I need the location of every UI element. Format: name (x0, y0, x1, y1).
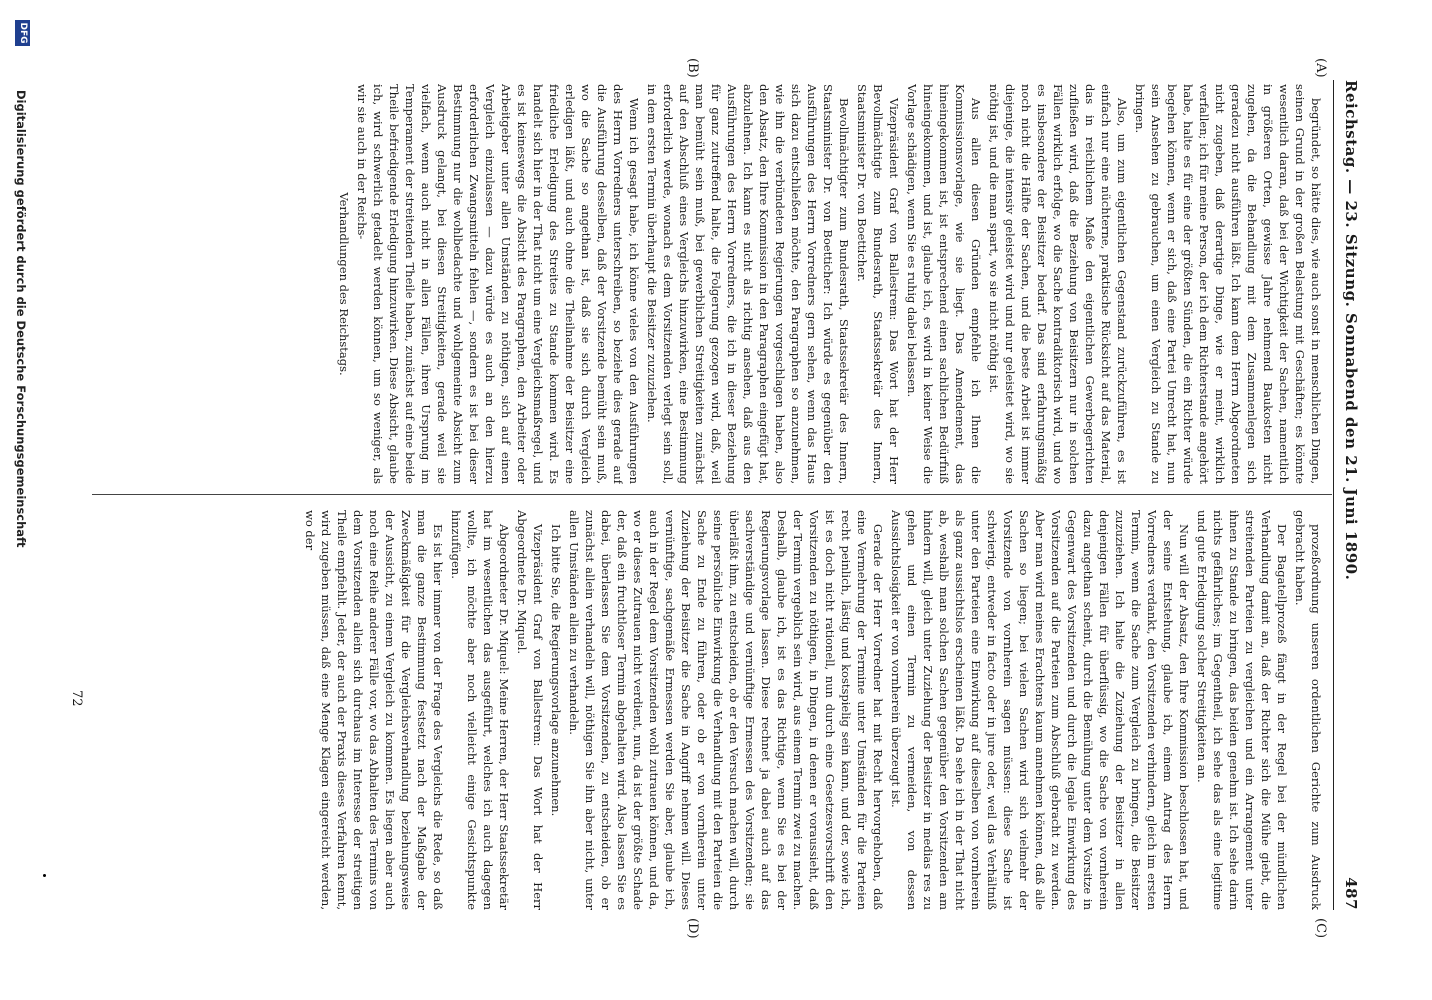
header-rule (1333, 80, 1334, 910)
paragraph: Ich bitte Sie, die Regierungsvorlage anzunehmen. (549, 524, 563, 817)
speaker-paragraph: Vizepräsident Graf von Ballestrem: Das Wort hat der Herr Bevollmächtigte zum Bundesrath, Staatssekretär des Innern, Staatsminister Dr. von Boetticher. (855, 84, 901, 484)
paragraph: Nun will der Absatz, den Ihre Kommission beschlossen hat, und der seine Entstehung, glaube ich, einem Antrag des Herrn Vorredners verdankt, den Vorsitzenden verhindern, gleich im ersten Termin, wenn die Sache zum Vergleich zu bringen, die Beisitzer zuzuziehen. Ich halte die Zuziehung der Beisitzer in allen denjenigen Fällen für überflüssig, wo die Sache von vornherein dazu angethan scheint, durch die Bemühung unter dem Vorsitze in Gegenwart des Vorsitzenden und durch die legale Einwirkung des Vorsitzenden auf die Parteien zum Abschluß gebracht zu werden. Aber man wird meines Erachtens kaum annehmen können, daß alle Sachen so liegen; bei vielen Sachen wird sich vielmehr der Vorsitzende von vornherein sagen müssen: diese Sache ist schwierig, entweder in facto oder in jure oder, weil das Verhältniß unter den Parteien eine Einwirkung auf dieselben von vornherein als ganz aussichtslos erscheinen läßt. Da sehe ich in der That nicht ab, weshalb man solchen Sachen gegenüber den Vorsitzenden am hindern will, gleich unter Zuziehung der Beisitzer in medias res zu gehen und einen Termin zu vermeiden, von dessen Aussichtslosigkeit er von vornherein überzeugt ist. (889, 510, 1191, 910)
dfg-logo: DFG (15, 20, 30, 46)
paragraph: Der Bagatellprozeß fängt in der Regel bei der mündlichen Verhandlung damit an, daß der Richter sich die Mühe giebt, die streitenden Parteien zu vergleichen und ein Arrangement unter ihnen zu Stande zu bringen, das beiden genehm ist. Ich sehe darin nichts gefährliches; im Gegentheil, ich sehe das als eine legitime und gute Erledigung solcher Streitigkeiten an. (1195, 510, 1289, 910)
page-header (1332, 80, 1360, 910)
right-column (84, 510, 1324, 910)
speaker-paragraph: Vizepräsident Graf von Ballestrem: Das Wort hat der Herr Abgeordnete Dr. Miquel. (515, 510, 545, 910)
margin-marker-c: (C) (1313, 918, 1328, 939)
margin-marker-d: (D) (685, 918, 700, 939)
paragraph: Aus allen diesen Gründen empfehle ich Ihnen die Kommissionsvorlage, wie sie liegt. Das Amendement, das hineingekommen ist, ist entsprechend einen sachlichen Bedürfniß hineingekommen, und ist, glaube ich, es wird in keiner Weise die Vorlage schädigen, wenn Sie es ruhig dabei belassen. (905, 84, 983, 484)
speaker-paragraph: Abgeordneter Dr. Miquel: Meine Herren, der Herr Staatssekretär hat im wesentlichen das ausgeführt, welches ich auch dagegen wollte, ich möchte aber noch vielleicht einige Gesichtspunkte hinzufügen. (449, 510, 511, 910)
speaker-paragraph: Bevollmächtigter zum Bundesrath, Staatssekretär des Innern, Staatsminister Dr. von Boetticher: Ich würde es gegenüber den Ausführungen des Herrn Vorredners gern sehen, wenn das Haus sich dazu entschließen möchte, den Paragraphen so anzunehmen, wie ihn die verbündeten Regierungen vorgeschlagen haben, also den Absatz, den Ihre Kommission in den Paragraphen eingefügt hat, abzulehnen. Ich kann es nicht als richtig ansehen, daß aus den Ausführungen des Herrn Vorredners, die ich in dieser Beziehung für ganz zutreffend halte, die Folgerung gezogen wird, daß, weil man bemüht sein muß, bei gewerblichen Streitigkeiten zunächst auf den Abschluß eines Vergleichs hinzuwirken, eine Bestimmung erforderlich werde, wonach es dem Vorsitzenden verlegt sein soll, in dem ersten Termin überhaupt die Beisitzer zuzuziehen. (645, 84, 851, 484)
paragraph: Es ist hier immer von der Frage des Vergleichs die Rede, so daß man die ganze Bestimmung festsetzt nach der Maßgabe der Zweckmäßigkeit für die Vergleichsverhandlung beziehungsweise der Aussicht, zu einem Vergleich zu kommen. Es liegen aber auch noch eine Reihe anderer Fälle vor, wo das Abhalten des Termins von dem Vorsitzenden allein sich durchaus im Interesse der streitigen Theile empfiehlt. Jeder, der auch der Praxis dieses Verfahren kennt, wird zugeben müssen, daß eine Menge Klagen eingereicht werden, wo der (303, 510, 445, 910)
paragraph: prozeßordnung unseren ordentlichen Gerichte zum Ausdruck gebracht haben. (1293, 510, 1323, 910)
column-divider (92, 494, 1332, 495)
margin-marker-b: (B) (685, 58, 700, 78)
paragraph: Also, um zum eigentlichen Gegenstand zurückzuführen, es ist einfach nur eine nüchterne, praktische Rücksicht auf das Material, das in reichlichem Maße den eigentlichen Gewerbegerichten zufließen wird, daß die Beziehung von Beisitzern nur in solchen Fällen wirklich erfolge, wo die Sache kontradiktorisch wird, und wo es insbesondere der Beisitzer bedarf. Das sind erfahrungsmäßig noch nicht die Hälfte der Sachen, und die beste Arbeit ist immer diejenige, die intensiv geleistet wird und nur geleistet wird, wo sie nöthig ist, und die man spart, wo sie nicht nöthig ist. (987, 84, 1129, 484)
page-number: 72 (69, 690, 84, 707)
paragraph: Gerade der Herr Vorredner hat mit Recht hervorgehoben, daß eine Vermehrung der Termine unter Umständen für die Parteien recht peinlich, lästig und kostspielig sein kann, und der, sowie ich, ist es doch nicht rationell, nun durch eine Gesetzesvorschrift den Vorsitzenden zu nöthigen, in Dingen, in denen er voraussieht, daß der Termin vergeblich sein wird, aus einem Termin zwei zu machen. Deshalb, glaube ich, ist es das Richtige, wenn Sie es bei der Regierungsvorlage lassen. Diese rechnet ja dabei auch auf das sachverständige und vernünftige Ermessen des Vorsitzenden; sie überläßt ihm, zu entscheiden, ob er den Versuch machen will, durch seine persönliche Einwirkung die Verhandlung mit den Parteien die Sache zu Ende zu führen, oder ob er von vornherein unter Zuziehung der Beisitzer die Sache in Angriff nehmen will. Dieses vernünftige, sachgemäße Ermessen werden Sie aber, glaube ich, auch in der Regel dem Vorsitzenden wohl zutrauen können, und da, wo er dieses Zutrauen nicht verdient, nun, da ist der größte Schade der, daß ein fruchtloser Termin abgehalten wird. Also lassen Sie es dabei, überlassen Sie dem Vorsitzenden, zu entscheiden, ob er zunächst allein verhandeln will, nöthigen Sie ihn aber nicht, unter allen Umständen allein zu verhandeln. (567, 510, 885, 910)
volume-footer: Verhandlungen des Reichstags. (337, 192, 351, 376)
running-title: Reichstag. — 23. Sitzung. Sonnabend den 21. Juni 1890. (1342, 80, 1360, 581)
header-page-number: 487 (1342, 877, 1360, 910)
digitization-note: Digitalisierung gefördert durch die Deutsche Forschungsgemeinschaft (14, 90, 28, 548)
margin-marker-a: (A) (1313, 58, 1328, 78)
left-column (84, 84, 1324, 484)
paragraph: begründet, so hätte dies, wie auch sonst in menschlichen Dingen, seinen Grund in der großen Belastung mit Geschäften; es könnte wesentlich daran, daß bei der Wichtigkeit der Sachen, namentlich in größeren Orten, gewisse Jahre nehmend Baukosten nicht zugehen, da die Behandlung mit dem Zusammenlegen sich geradezu nicht ausführen läßt. Ich kann dem Herrn Abgeordneten nicht zugeben, daß derartige Dinge, wie er meint, wirklich verfallen; ich für meine Person, der ich dem Richterstande angehört habe, halte es für eine der größten Sünden, die ein Richter würde begehen können, wenn er sich, daß eine Partei Unrecht hat, nun sein Ansehen zu gebrauchen, um einen Vergleich zu Stande zu bringen. (1133, 84, 1323, 484)
paragraph: Wenn ich gesagt habe, ich könne vieles von den Ausführungen des Herrn Vorredners unterschreiben, so beziehe dies gerade auf die Ausführung desselben, daß der Vorsitzende bemüht sein muß, wo die Sache so angethan ist, daß sie sich durch Vergleich erledigen läßt, und auch ohne die Theilnahme der Beisitzer eine friedliche Erledigung des Streites zu Stande kommen wird. Es handelt sich hier in der That nicht um eine Vergleichsmaßregel, und es ist keineswegs die Absicht des Paragraphen, den Arbeiter oder Arbeitgeber unter allen Umständen zu nöthigen, sich auf einen Vergleich einzulassen — dazu würde es auch an den hierzu erforderlichen Zwangsmitteln fehlen —, sondern es ist bei dieser Bestimmung nur die wohlbedachte und wohlgemeinte Absicht zum Ausdruck gelangt, bei diesen Streitigkeiten, gerade weil sie vielfach, wenn auch nicht in allen Fällen, ihren Ursprung im Temperament der streitenden Theile haben, zunächst auf eine beide Theile befriedigende Erledigung hinzuwirken. Diese Absicht, glaube ich, wird schwerlich getadelt werden können, um so weniger, als wir sie auch in der Reichs- (355, 84, 641, 484)
scan-speck (43, 874, 46, 877)
